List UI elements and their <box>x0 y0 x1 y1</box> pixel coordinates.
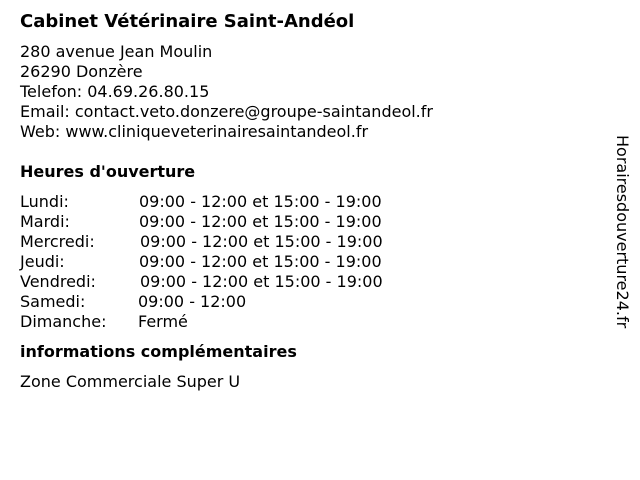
hours-row-saturday <box>20 292 600 312</box>
street-address: 280 avenue Jean Moulin <box>20 42 213 61</box>
day-hours: 09:00 - 12:00 et 15:00 - 19:00 <box>140 232 383 251</box>
day-label: Mardi: <box>20 212 70 231</box>
city-postcode: 26290 Donzère <box>20 62 143 81</box>
day-label: Mercredi: <box>20 232 95 251</box>
hours-row-wednesday <box>20 232 600 252</box>
day-hours: 09:00 - 12:00 <box>138 292 247 311</box>
phone-number: Telefon: 04.69.26.80.15 <box>20 82 210 101</box>
day-label: Samedi: <box>20 292 86 311</box>
hours-row-thursday <box>20 252 600 272</box>
day-hours: 09:00 - 12:00 et 15:00 - 19:00 <box>139 252 382 271</box>
day-label: Lundi: <box>20 192 69 211</box>
hours-row-friday <box>20 272 600 292</box>
day-label: Dimanche: <box>20 312 107 331</box>
listing-content <box>20 10 600 392</box>
day-hours: 09:00 - 12:00 et 15:00 - 19:00 <box>139 212 382 231</box>
address-block <box>20 42 600 142</box>
website-url: Web: www.cliniqueveterinairesaintandeol.fr <box>20 122 369 141</box>
day-label: Jeudi: <box>20 252 65 271</box>
opening-hours-heading: Heures d'ouverture <box>20 162 196 181</box>
hours-row-tuesday <box>20 212 600 232</box>
hours-row-monday <box>20 192 600 212</box>
day-hours: 09:00 - 12:00 et 15:00 - 19:00 <box>139 192 382 211</box>
day-hours: Fermé <box>138 312 188 331</box>
additional-info-heading: informations complémentaires <box>20 342 297 361</box>
opening-hours-table <box>20 192 600 332</box>
day-label: Vendredi: <box>20 272 96 291</box>
day-hours: 09:00 - 12:00 et 15:00 - 19:00 <box>140 272 383 291</box>
hours-row-sunday <box>20 312 600 332</box>
additional-info-text: Zone Commerciale Super U <box>20 372 241 391</box>
site-watermark: Horairesdouverture24.fr <box>613 135 632 329</box>
email-address: Email: contact.veto.donzere@groupe-saintandeol.fr <box>20 102 433 121</box>
page-title: Cabinet Vétérinaire Saint-Andéol <box>20 11 355 32</box>
